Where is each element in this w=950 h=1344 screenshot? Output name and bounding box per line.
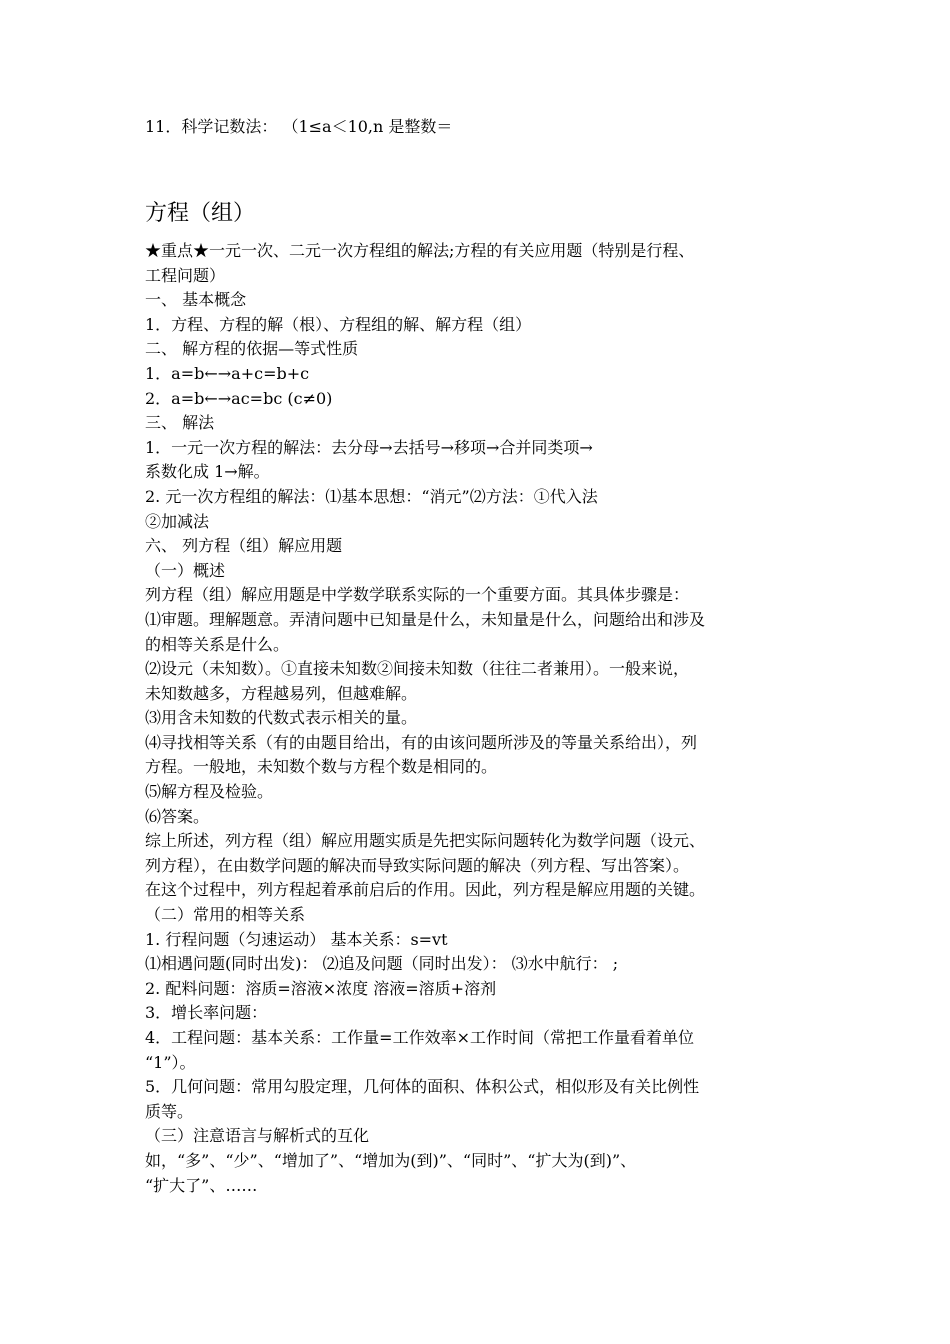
text-line: 系数化成 1→解。 [145,462,270,482]
text-line: （一）概述 [145,560,226,580]
text-line: ⑹答案。 [145,806,210,826]
text-line: 2. 元一次方程组的解法：⑴基本思想：“消元”⑵方法：①代入法 [145,486,598,506]
text-line: 六、 列方程（组）解应用题 [145,536,343,556]
text-line: 二、 解方程的依据—等式性质 [145,339,359,359]
text-line: （二）常用的相等关系 [145,905,306,925]
text-line: 3．增长率问题： [145,1003,268,1023]
section-heading: 方程（组） [145,201,256,226]
text-line: 列方程（组）解应用题是中学数学联系实际的一个重要方面。其具体步骤是： [145,585,690,605]
text-line: 方程。一般地，未知数个数与方程个数是相同的。 [145,757,498,777]
text-line: 1．方程、方程的解（根）、方程组的解、解方程（组） [145,314,532,334]
text-line: ②加减法 [145,511,210,531]
text-line: 的相等关系是什么。 [145,634,290,654]
text-line: 1. 行程问题（匀速运动） 基本关系：s=vt [145,929,448,949]
text-line: ⑴审题。理解题意。弄清问题中已知量是什么，未知量是什么，问题给出和涉及 [145,609,706,629]
text-line: 如，“多”、“少”、“增加了”、“增加为(到)”、“同时”、“扩大为(到)”、 [145,1150,637,1170]
text-line: 2. 配料问题：溶质=溶液×浓度 溶液=溶质+溶剂 [145,978,497,998]
text-line: 一、 基本概念 [145,290,247,310]
text-line: 综上所述，列方程（组）解应用题实质是先把实际问题转化为数学问题（设元、 [145,831,706,851]
text-line: ⑷寻找相等关系（有的由题目给出，有的由该问题所涉及的等量关系给出），列 [145,732,698,752]
text-line: ⑴相遇问题(同时出发)： ⑵追及问题（同时出发）： ⑶水中航行： ; [145,954,619,974]
text-line: 质等。 [145,1101,194,1121]
text-line: 未知数越多，方程越易列，但越难解。 [145,683,418,703]
text-line: 工程问题） [145,265,226,285]
text-line: ★重点★一元一次、二元一次方程组的解法;方程的有关应用题（特别是行程、 [145,241,695,260]
text-line: 在这个过程中，列方程起着承前启后的作用。因此，列方程是解应用题的关键。 [145,880,706,900]
text-line: ⑵设元（未知数）。①直接未知数②间接未知数（往往二者兼用）。一般来说， [145,659,690,679]
text-line: 1．一元一次方程的解法：去分母→去括号→移项→合并同类项→ [145,437,593,457]
text-line: 三、 解法 [145,413,215,433]
text-line: 2．a=b←→ac=bc (c≠0) [145,388,333,408]
text-line: 5．几何问题：常用勾股定理，几何体的面积、体积公式，相似形及有关比例性 [145,1077,700,1097]
text-line: “扩大了”、…… [145,1175,258,1195]
text-line: ⑶用含未知数的代数式表示相关的量。 [145,708,418,728]
text-line: 4．工程问题：基本关系：工作量=工作效率×工作时间（常把工作量看着单位 [145,1028,694,1047]
section-body [145,239,815,1198]
scientific-notation-line: 11．科学记数法： （1≤a＜10,n 是整数＝ [145,117,453,136]
text-line: “1”）。 [145,1052,196,1072]
text-line: 列方程），在由数学问题的解决而导致实际问题的解决（列方程、写出答案）。 [145,855,690,875]
text-line: 1．a=b←→a+c=b+c [145,363,310,383]
text-line: （三）注意语言与解析式的互化 [145,1126,370,1146]
text-line: ⑸解方程及检验。 [145,782,274,802]
